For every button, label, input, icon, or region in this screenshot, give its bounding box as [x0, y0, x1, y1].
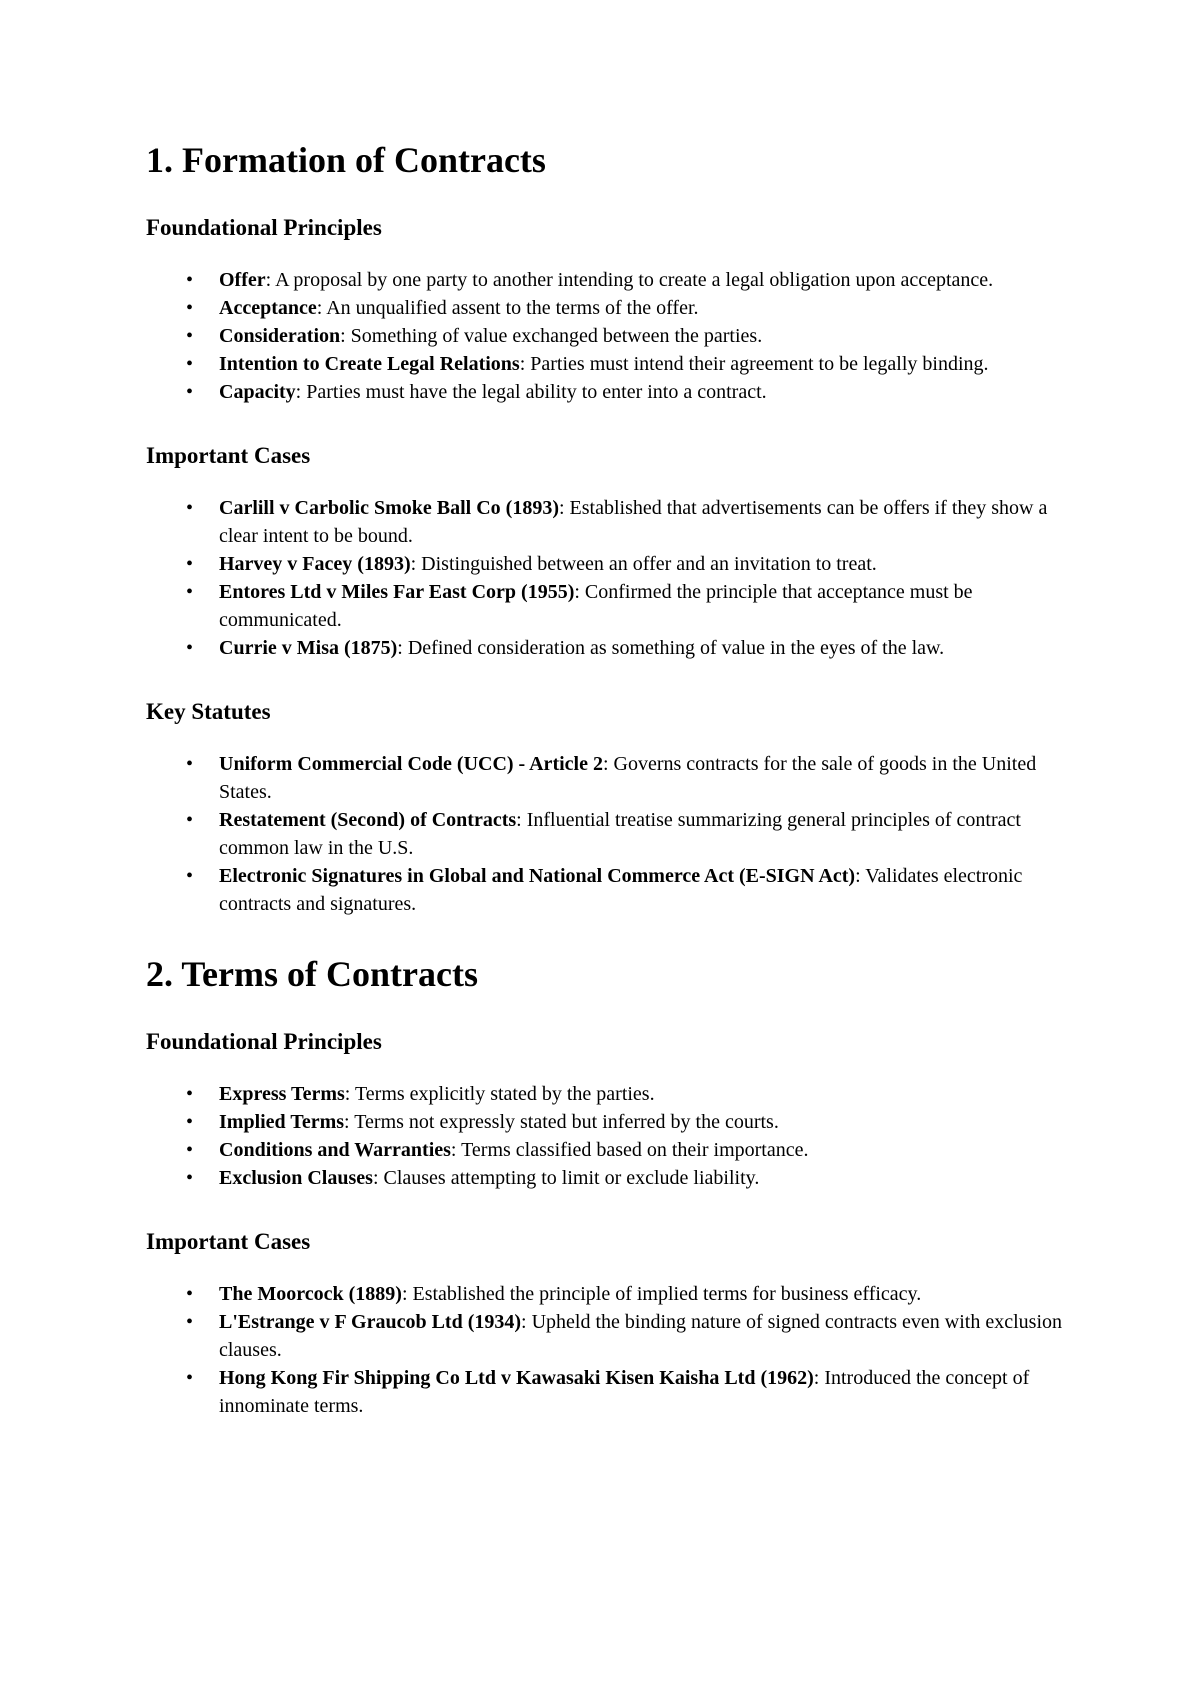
item-text: : Parties must intend their agreement to be legally binding. [519, 353, 989, 375]
subsection-heading: Important Cases [146, 1229, 311, 1254]
item-text: : Governs contracts for the sale of goods in the United States. [219, 753, 1037, 803]
subsection-heading: Foundational Principles [146, 1029, 382, 1054]
item-term: Carlill v Carbolic Smoke Ball Co (1893) [219, 497, 559, 519]
section-formation [146, 140, 1080, 918]
item-term: Electronic Signatures in Global and National Commerce Act (E-SIGN Act) [219, 865, 856, 887]
section-title: 2. Terms of Contracts [146, 954, 478, 994]
bullet-list [146, 494, 1080, 662]
item-text: : Distinguished between an offer and an invitation to treat. [410, 553, 877, 575]
list-item [219, 1108, 1080, 1136]
list-item [219, 1280, 1080, 1308]
item-text: : Terms explicitly stated by the parties. [344, 1083, 655, 1105]
list-item [219, 1080, 1080, 1108]
list-item [219, 1136, 1080, 1164]
list-item [219, 1308, 1080, 1364]
list-item [219, 494, 1080, 550]
item-term: Express Terms [219, 1083, 345, 1105]
item-term: Implied Terms [219, 1111, 345, 1133]
subsection-heading: Key Statutes [146, 699, 271, 724]
item-term: Uniform Commercial Code (UCC) - Article 2 [219, 753, 603, 775]
item-term: Harvey v Facey (1893) [219, 553, 411, 575]
item-text: : An unqualified assent to the terms of the offer. [316, 297, 699, 319]
item-term: Consideration [219, 325, 341, 347]
bullet-list [146, 750, 1080, 918]
list-item [219, 578, 1080, 634]
item-term: Hong Kong Fir Shipping Co Ltd v Kawasaki Kisen Kaisha Ltd (1962) [219, 1367, 814, 1389]
bullet-list [146, 1280, 1080, 1420]
item-term: Capacity [219, 381, 296, 403]
item-term: The Moorcock (1889) [219, 1283, 402, 1305]
section-title: 1. Formation of Contracts [146, 140, 546, 180]
item-term: Conditions and Warranties [219, 1139, 451, 1161]
list-item [219, 1364, 1080, 1420]
item-term: Restatement (Second) of Contracts [219, 809, 517, 831]
item-text: : Established the principle of implied terms for business efficacy. [401, 1283, 922, 1305]
item-text: : Terms not expressly stated but inferred by the courts. [344, 1111, 779, 1133]
item-text: : Confirmed the principle that acceptance must be communicated. [219, 581, 973, 631]
item-text: : Validates electronic contracts and signatures. [219, 865, 1023, 915]
item-text: : Something of value exchanged between the parties. [340, 325, 763, 347]
item-term: Offer [219, 269, 266, 291]
list-item [219, 350, 1080, 378]
bullet-list [146, 1080, 1080, 1192]
list-item [219, 378, 1080, 406]
item-text: : Defined consideration as something of value in the eyes of the law. [397, 637, 945, 659]
item-term: Currie v Misa (1875) [219, 637, 398, 659]
item-text: : Established that advertisements can be offers if they show a clear intent to be bound. [219, 497, 1048, 547]
section-terms [146, 954, 1080, 1420]
list-item [219, 322, 1080, 350]
item-term: L'Estrange v F Graucob Ltd (1934) [219, 1311, 522, 1333]
list-item [219, 266, 1080, 294]
item-text: : Upheld the binding nature of signed contracts even with exclusion clauses. [219, 1311, 1063, 1361]
item-text: : Terms classified based on their importance. [450, 1139, 809, 1161]
bullet-list [146, 266, 1080, 406]
list-item [219, 806, 1080, 862]
item-text: : Introduced the concept of innominate terms. [219, 1367, 1030, 1417]
subsection-heading: Foundational Principles [146, 215, 382, 240]
list-item [219, 1164, 1080, 1192]
item-text: : A proposal by one party to another intending to create a legal obligation upon acceptance. [265, 269, 994, 291]
item-term: Acceptance [219, 297, 317, 319]
list-item [219, 294, 1080, 322]
list-item [219, 634, 1080, 662]
list-item [219, 550, 1080, 578]
item-text: : Parties must have the legal ability to enter into a contract. [295, 381, 767, 403]
item-text: : Influential treatise summarizing general principles of contract common law in the U.S. [219, 809, 1021, 859]
list-item [219, 750, 1080, 806]
item-term: Exclusion Clauses [219, 1167, 373, 1189]
item-text: : Clauses attempting to limit or exclude liability. [372, 1167, 760, 1189]
item-term: Entores Ltd v Miles Far East Corp (1955) [219, 581, 575, 603]
list-item [219, 862, 1080, 918]
item-term: Intention to Create Legal Relations [219, 353, 520, 375]
subsection-heading: Important Cases [146, 443, 311, 468]
